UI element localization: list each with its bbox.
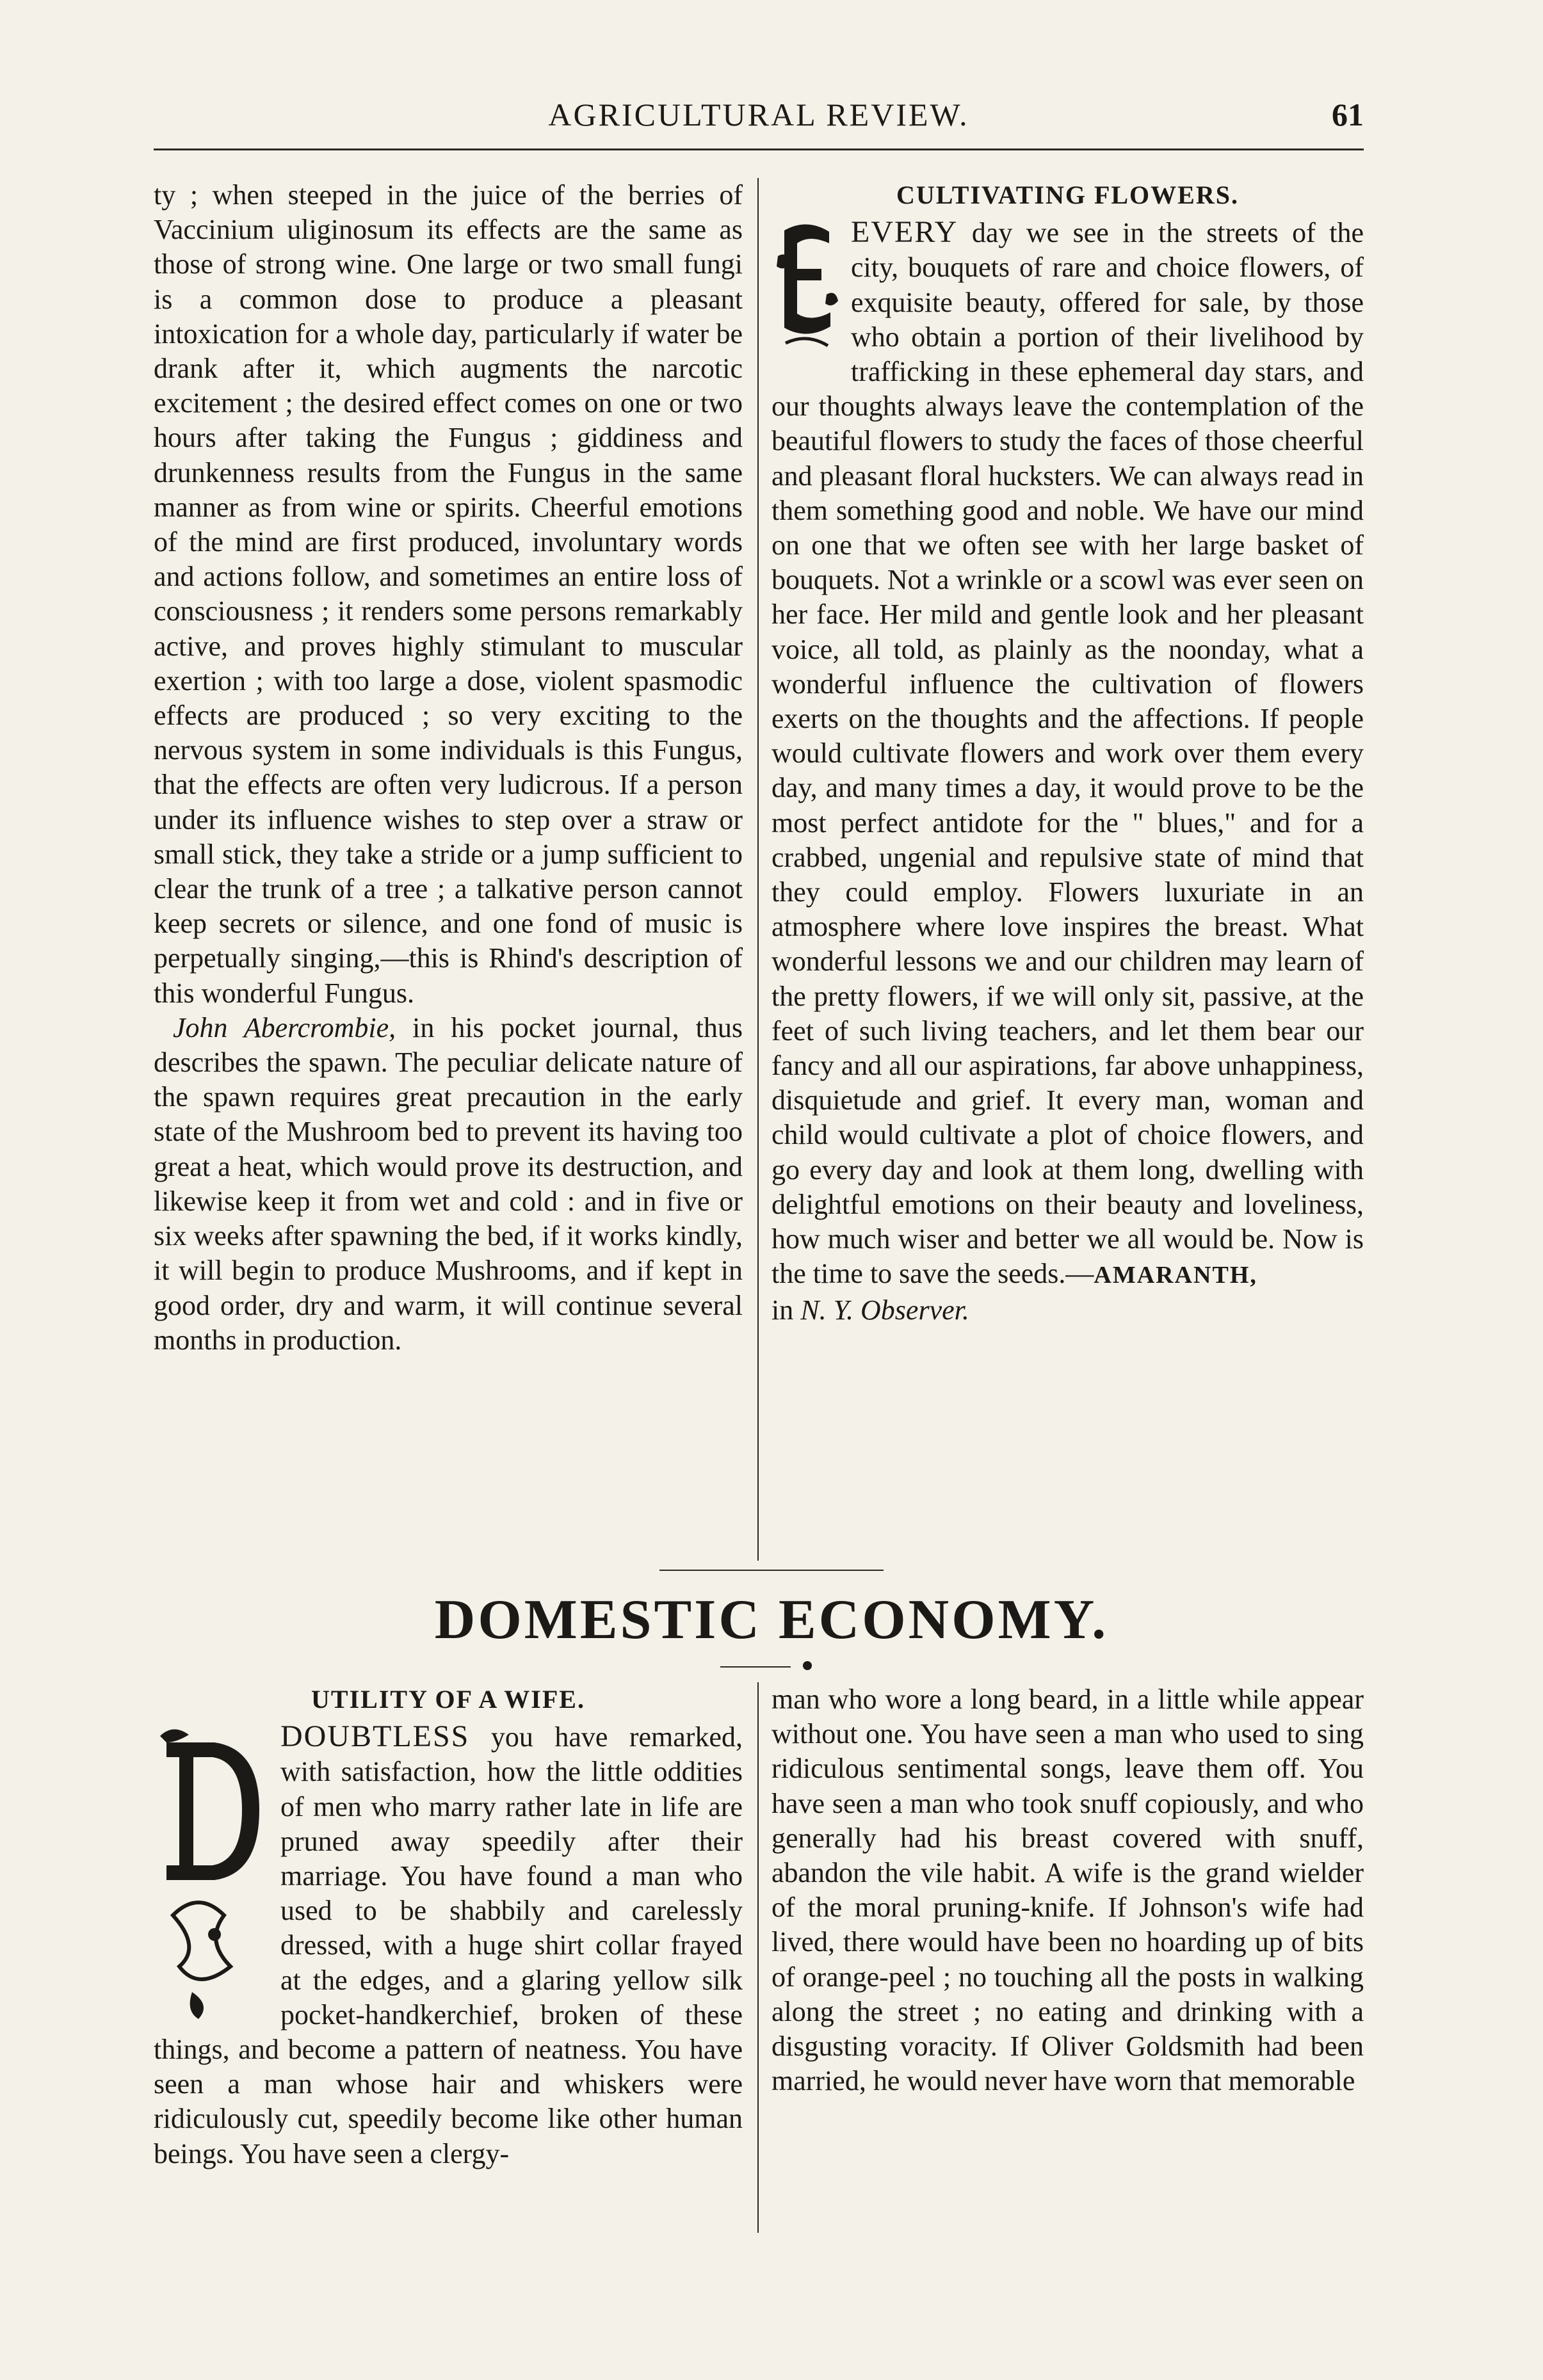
wife-article-continued: man who wore a long beard, in a little while appear without one. You have seen a man who used to sing ridiculous sentimental songs, leave them off. You have seen a man who took snuff copiously, and who generally had his breast covered with snuff, abandon the vile habit. A wife is the grand wielder of the moral pruning-knife. If Johnson's wife had lived, there would have been no hoarding up of bits of orange-peel ; no touching all the posts in walking along the street ; no eating and drinking with a disgusting voracity. If Oliver Goldsmith had been married, he would never have worn that memorable [771, 1684, 1364, 2097]
abercrombie-name: John Abercrombie, [173, 1011, 396, 1043]
flowers-source: N. Y. Observer. [800, 1294, 969, 1326]
running-title: AGRICULTURAL REVIEW. [548, 97, 969, 133]
header-rule [154, 149, 1364, 150]
wife-article-start [154, 1719, 743, 2171]
flowers-lead-word: VERY [871, 215, 958, 250]
ornamental-drop-cap-e-icon [771, 218, 842, 357]
left-column [154, 178, 743, 1358]
flowers-article [771, 215, 1364, 1328]
wife-drop-letter: D [280, 1719, 304, 1754]
page-number: 61 [1332, 97, 1364, 133]
right-column [771, 178, 1364, 1328]
cultivating-flowers-heading: CULTIVATING FLOWERS. [896, 181, 1239, 209]
domestic-economy-title: DOMESTIC ECONOMY. [434, 1589, 1109, 1651]
wife-lead-word: OUBTLESS [303, 1719, 470, 1754]
utility-of-a-wife-heading: UTILITY OF A WIFE. [311, 1685, 585, 1714]
section-top-rule [659, 1570, 884, 1571]
wife-article-column [154, 1682, 743, 2171]
lower-column-divider [757, 1682, 759, 2233]
flowers-signature: AMARANTH, [1094, 1262, 1257, 1289]
fungus-paragraph: ty ; when steeped in the juice of the berries of Vaccinium uliginosum its effects are the same as those of strong wine. One large or two small fungi is a common dose to produce a pleasant intoxication for a whole day, particularly if water be drank after it, which augments the narcotic excitement ; the desired effect comes on one or two hours after taking the Fungus ; giddiness and drunkenness results from the Fungus in the same manner as from wine or spirits. Cheerful emotions of the mind are first produced, involuntary words and actions follow, and sometimes an entire loss of consciousness ; it renders some persons remarkably active, and proves highly stimulant to muscular exertion ; with too large a dose, violent spasmodic effects are produced ; so very exciting to the nervous system in some individuals is this Fungus, that the effects are often very ludicrous. If a person under its influence wishes to step over a straw or small stick, they take a stride or a jump sufficient to clear the trunk of a tree ; a talkative person cannot keep secrets or silence, and one fond of music is perpetually singing,—this is Rhind's description of this wonderful Fungus. [154, 179, 743, 1009]
wife-article-text: you have remarked, with satisfaction, how the little oddities of men who marry rather late in life are pruned away speedily after their marriage. You have found a man who used to be shabbily and carelessly dressed, with a huge shirt collar frayed at the edges, and a glaring yellow silk pocket-handkerchief, broken of these things, and become a pattern of neatness. You have seen a man whose hair and whiskers were ridiculously cut, speedily become like other human beings. You have seen a clergy- [154, 1721, 743, 2169]
flowers-source-prefix: in [771, 1294, 801, 1326]
upper-column-divider [757, 178, 759, 1561]
section-short-rule [720, 1666, 791, 1668]
wife-article-continued-column [771, 1682, 1364, 2098]
flowers-drop-letter: E [851, 215, 871, 250]
abercrombie-paragraph [154, 1011, 743, 1358]
flowers-text: day we see in the streets of the city, bouquets of rare and choice flowers, of exquisite beauty, offered for sale, by those who obtain a portion of their livelihood by trafficking in these ephemeral day stars, and our thoughts always leave the contemplation of the beautiful flowers to study the faces of those cheerful and pleasant floral hucksters. We can always read in them something good and noble. We have our mind on one that we often see with her large basket of bouquets. Not a wrinkle or a scowl was ever seen on her face. Her mild and gentle look and her pleasant voice, all told, as plainly as the noonday, what a wonderful influence the cultivation of flowers exerts on the thoughts and the affections. If people would cultivate flowers and work over them every day, and many times a day, it would prove to be the most perfect antidote for the " blues," and for a crabbed, ungenial and repulsive state of mind that they could employ. Flowers luxuriate in an atmosphere where love inspires the breast. What wonderful lessons we and our children may learn of the pretty flowers, if we will only sit, passive, at the feet of such living teachers, and let them bear our fancy and all our aspirations, far above unhappiness, disquietude and grief. It every man, woman and child would cultivate a plot of choice flowers, and go every day and look at them long, dwelling with delightful emotions on their beauty and loveliness, how much wiser and better we all would be. Now is the time to save the seeds.— [771, 217, 1364, 1290]
ornamental-drop-cap-d-icon [154, 1723, 269, 2024]
page-header [154, 96, 1364, 141]
abercrombie-text: in his pocket journal, thus describes the spawn. The peculiar delicate nature of the spawn requires great precaution in the early state of the Mushroom bed to prevent its having too great a heat, which would prove its destruction, and likewise keep it from wet and cold : and in five or six weeks after spawning the bed, if it works kindly, it will begin to produce Mushrooms, and if kept in good order, dry and warm, it will continue several months in production. [154, 1011, 743, 1356]
section-dot-icon [803, 1661, 812, 1670]
